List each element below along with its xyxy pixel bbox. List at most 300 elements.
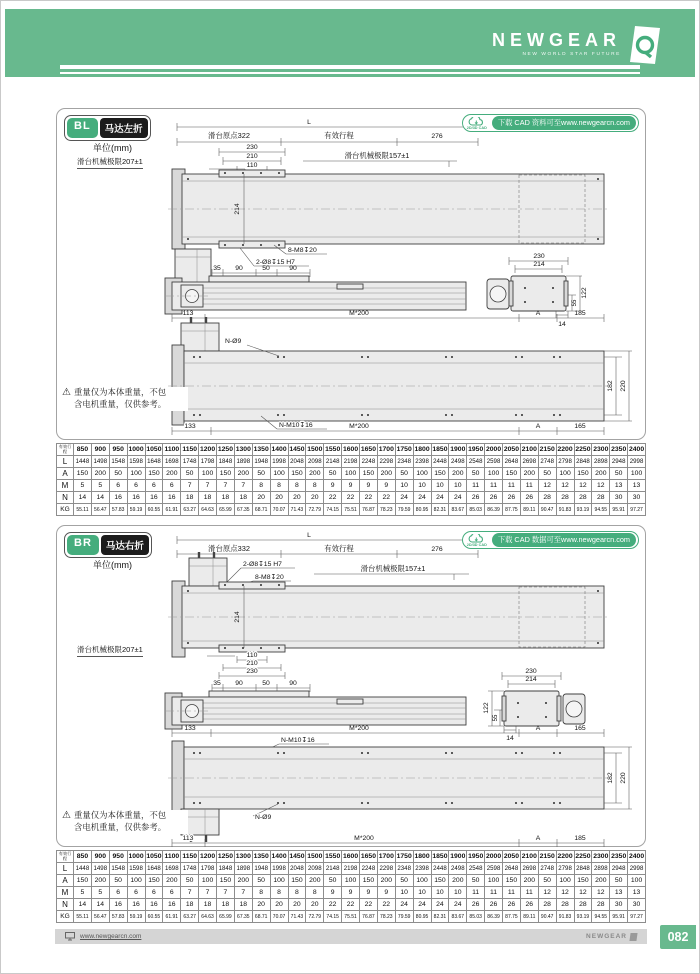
table-cell: 7 (181, 480, 199, 492)
table-cell: 12 (538, 480, 556, 492)
table-cell: 79.59 (395, 504, 413, 516)
table-cell: 2598 (485, 863, 503, 875)
table-cell: 7 (217, 480, 235, 492)
table-cell: 30 (628, 899, 646, 911)
table-cell: 6 (163, 887, 181, 899)
table-cell: 6 (163, 480, 181, 492)
table-cell: 16 (109, 899, 127, 911)
table-cell: 24 (449, 899, 467, 911)
table-cell: 56.47 (91, 911, 109, 923)
table-cell: 11 (485, 480, 503, 492)
table-cell: 86.39 (485, 911, 503, 923)
dim-50: 50 (262, 680, 270, 687)
table-row-m (57, 887, 646, 899)
table-cell: 22 (342, 492, 360, 504)
table-cell: 83.67 (449, 911, 467, 923)
warning-icon: ⚠ (62, 810, 71, 821)
section-badge-group (64, 115, 151, 141)
table-cell: 6 (145, 480, 163, 492)
table-cell: 2250 (574, 851, 592, 863)
table-cell: 100 (270, 875, 288, 887)
table-cell: 100 (342, 875, 360, 887)
table-cell: 50 (610, 875, 628, 887)
dim-55: 55 (493, 714, 499, 722)
table-cell: 74.15 (324, 504, 342, 516)
table-cell: 1648 (145, 863, 163, 875)
carriage-top (219, 170, 285, 177)
table-cell: 12 (592, 887, 610, 899)
table-cell: 24 (413, 899, 431, 911)
drawing-box-br (56, 525, 646, 847)
table-cell: 2448 (431, 456, 449, 468)
table-cell: 28 (538, 492, 556, 504)
table-cell: 1850 (431, 851, 449, 863)
dim-m200: M*200 (354, 835, 374, 842)
newgear-logo-icon (629, 25, 661, 65)
table-cell: 2648 (503, 456, 521, 468)
table-cell: 78.23 (377, 911, 395, 923)
dim-stroke: 有效行程 (324, 544, 354, 553)
table-row-n (57, 492, 646, 504)
table-cell: 2248 (360, 456, 378, 468)
table-cell: 1200 (199, 851, 217, 863)
table-cell: 2948 (610, 863, 628, 875)
table-cell: 28 (556, 899, 574, 911)
cad-download-note[interactable] (462, 531, 639, 549)
table-cell: 56.47 (91, 504, 109, 516)
table-cell: 1598 (127, 456, 145, 468)
dim-110: 110 (246, 162, 258, 169)
table-cell: 150 (74, 875, 92, 887)
dim-276: 276 (431, 133, 443, 140)
table-cell: 1698 (163, 456, 181, 468)
table-cell: 26 (467, 899, 485, 911)
table-cell: 90.47 (538, 911, 556, 923)
table-cell: 9 (324, 887, 342, 899)
table-cell: 20 (288, 899, 306, 911)
table-cell: 200 (377, 468, 395, 480)
table-cell: 2598 (485, 456, 503, 468)
warning-line: 含电机重量，仅供参考。 (73, 821, 167, 832)
dim-L: L (307, 532, 311, 539)
table-cell: 9 (342, 480, 360, 492)
table-cell: 61.91 (163, 504, 181, 516)
end-view (483, 668, 585, 742)
table-cell: 1898 (234, 863, 252, 875)
cad-note-text: 下载 CAD 数据可至www.newgearcn.com (492, 533, 636, 547)
table-cell: 100 (413, 468, 431, 480)
table-cell: 24 (395, 492, 413, 504)
table-cell: 71.43 (288, 504, 306, 516)
dim-165: 165 (574, 423, 586, 430)
table-cell: 10 (413, 887, 431, 899)
table-cell: 18 (181, 492, 199, 504)
table-cell: 900 (91, 851, 109, 863)
table-cell: 30 (610, 492, 628, 504)
table-cell: 91.83 (556, 504, 574, 516)
cad-download-note[interactable] (462, 114, 639, 132)
table-cell: 22 (360, 492, 378, 504)
table-cell: 24 (431, 492, 449, 504)
table-cell: 1850 (431, 444, 449, 456)
table-cell: 13 (610, 887, 628, 899)
table-cell: 28 (592, 492, 610, 504)
motor (189, 552, 227, 586)
table-cell: 100 (199, 875, 217, 887)
table-cell: 1750 (395, 851, 413, 863)
table-cell: 94.55 (592, 911, 610, 923)
table-row-n (57, 899, 646, 911)
table-cell: 2648 (503, 863, 521, 875)
row-header: 有效行程 (57, 851, 74, 863)
table-cell: 2300 (592, 444, 610, 456)
table-cell: 20 (252, 899, 270, 911)
dim-214: 214 (533, 261, 545, 268)
dim-m200: M*200 (349, 310, 369, 317)
dim-A: A (535, 310, 541, 317)
dim-55: 55 (572, 299, 578, 307)
table-cell: 11 (503, 887, 521, 899)
table-cell: 87.75 (503, 911, 521, 923)
dim-214: 214 (234, 611, 241, 623)
table-cell: 74.15 (324, 911, 342, 923)
table-cell: 200 (306, 468, 324, 480)
table-cell: 1848 (217, 456, 235, 468)
table-cell: 2398 (413, 456, 431, 468)
table-cell: 94.55 (592, 504, 610, 516)
dimension-table-br (56, 850, 646, 923)
table-cell: 85.03 (467, 504, 485, 516)
table-cell: 7 (181, 887, 199, 899)
table-cell: 1100 (163, 851, 181, 863)
table-cell: 8 (306, 480, 324, 492)
carriage-bottom (219, 241, 285, 248)
table-cell: 2098 (306, 456, 324, 468)
table-cell: 76.87 (360, 504, 378, 516)
table-row-a (57, 468, 646, 480)
table-cell: 200 (234, 468, 252, 480)
table-cell: 10 (413, 480, 431, 492)
table-cell: 64.63 (199, 504, 217, 516)
table-cell: 80.95 (413, 504, 431, 516)
table-cell: 150 (288, 875, 306, 887)
table-cell: 2498 (449, 863, 467, 875)
table-cell: 20 (306, 492, 324, 504)
table-cell: 100 (628, 875, 646, 887)
table-cell: 200 (449, 875, 467, 887)
table-cell: 2748 (538, 863, 556, 875)
table-cell: 26 (520, 899, 538, 911)
table-cell: 1600 (342, 851, 360, 863)
banner-stripe (60, 72, 640, 74)
bottom-view (168, 725, 632, 847)
table-cell: 8 (288, 887, 306, 899)
table-cell: 16 (127, 492, 145, 504)
table-cell: 1250 (217, 444, 235, 456)
section-title-badge: 马达右折 (101, 535, 149, 555)
warning-line: 重量仅为本体重量，不包 (73, 387, 167, 397)
bottom-view (168, 310, 632, 435)
table-cell: 50 (467, 875, 485, 887)
table-cell: 61.91 (163, 911, 181, 923)
table-cell: 5 (74, 887, 92, 899)
table-cell: 75.51 (342, 911, 360, 923)
table-cell: 5 (91, 480, 109, 492)
table-cell: 1450 (288, 444, 306, 456)
table-cell: 2498 (449, 456, 467, 468)
dim-133: 133 (184, 423, 196, 430)
cad-cloud-icon (465, 534, 489, 547)
table-cell: 1448 (74, 456, 92, 468)
table-cell: 2898 (592, 456, 610, 468)
table-cell: 7 (234, 480, 252, 492)
table-cell: 1300 (234, 444, 252, 456)
table-cell: 1898 (234, 456, 252, 468)
table-cell: 83.67 (449, 504, 467, 516)
table-cell: 28 (574, 492, 592, 504)
table-cell: 6 (127, 480, 145, 492)
table-cell: 13 (628, 480, 646, 492)
table-cell: 1748 (181, 863, 199, 875)
banner-stripe (60, 65, 640, 69)
table-cell: 2548 (467, 863, 485, 875)
table-cell: 76.87 (360, 911, 378, 923)
table-cell: 2200 (556, 444, 574, 456)
table-cell: 2698 (520, 863, 538, 875)
table-cell: 68.71 (252, 504, 270, 516)
table-cell: 13 (628, 887, 646, 899)
table-cell: 150 (145, 468, 163, 480)
table-cell: 22 (324, 899, 342, 911)
table-cell: 8 (288, 480, 306, 492)
dim-165: 165 (574, 725, 586, 732)
table-cell: 22 (377, 899, 395, 911)
row-header: 有效行程 (57, 444, 74, 456)
table-cell: 2250 (574, 444, 592, 456)
table-cell: 2400 (628, 851, 646, 863)
table-cell: 18 (181, 899, 199, 911)
table-cell: 65.99 (217, 911, 235, 923)
table-cell: 28 (538, 899, 556, 911)
table-cell: 24 (413, 492, 431, 504)
table-cell: 1998 (270, 456, 288, 468)
table-cell: 100 (556, 468, 574, 480)
dim-14: 14 (506, 735, 514, 742)
table-cell: 150 (431, 468, 449, 480)
table-cell: 1300 (234, 851, 252, 863)
table-cell: 2848 (574, 863, 592, 875)
table-row-l (57, 456, 646, 468)
table-cell: 50 (538, 468, 556, 480)
dim-14: 14 (558, 321, 566, 328)
table-cell: 30 (628, 492, 646, 504)
table-cell: 80.95 (413, 911, 431, 923)
table-cell: 2150 (538, 851, 556, 863)
table-cell: 12 (556, 887, 574, 899)
side-view (165, 680, 466, 729)
table-cell: 2150 (538, 444, 556, 456)
table-cell: 2350 (610, 444, 628, 456)
dim-L: L (307, 119, 311, 126)
brand-logo (492, 31, 621, 57)
table-cell: 50 (252, 875, 270, 887)
table-cell: 50 (324, 875, 342, 887)
row-header: M (57, 480, 74, 492)
dim-214: 214 (234, 203, 241, 215)
table-cell: 950 (109, 851, 127, 863)
table-cell: 82.31 (431, 504, 449, 516)
dim-230: 230 (533, 253, 545, 260)
dim-stroke: 有效行程 (324, 131, 354, 140)
table-cell: 1400 (270, 444, 288, 456)
table-cell: 97.27 (628, 504, 646, 516)
table-cell: 1900 (449, 444, 467, 456)
drawing-box-bl (56, 108, 646, 440)
table-cell: 1150 (181, 851, 199, 863)
table-cell: 1748 (181, 456, 199, 468)
table-cell: 50 (181, 468, 199, 480)
table-cell: 26 (503, 492, 521, 504)
table-cell: 14 (74, 899, 92, 911)
table-cell: 950 (109, 444, 127, 456)
dim-origin: 滑台原点332 (208, 544, 250, 553)
table-cell: 16 (109, 492, 127, 504)
dim-133: 133 (184, 725, 196, 732)
table-cell: 68.71 (252, 911, 270, 923)
section-br (56, 525, 646, 923)
table-cell: 18 (234, 899, 252, 911)
warning-line: 重量仅为本体重量，不包 (73, 810, 167, 820)
brand-name: NEWGEAR (492, 30, 621, 50)
table-cell: 2998 (628, 863, 646, 875)
table-cell: 100 (556, 875, 574, 887)
table-cell: 150 (360, 875, 378, 887)
header-banner (5, 9, 695, 77)
table-cell: 11 (467, 887, 485, 899)
section-title-badge: 马达左折 (100, 118, 148, 138)
weight-warning (62, 810, 188, 834)
dim-35: 35 (213, 680, 221, 687)
table-cell: 1500 (306, 851, 324, 863)
table-cell: 1000 (127, 444, 145, 456)
table-cell: 7 (199, 480, 217, 492)
table-cell: 57.83 (109, 504, 127, 516)
table-cell: 6 (109, 887, 127, 899)
table-cell: 22 (342, 899, 360, 911)
table-cell: 20 (306, 899, 324, 911)
table-cell: 1548 (109, 863, 127, 875)
table-cell: 16 (163, 492, 181, 504)
dim-210: 210 (246, 660, 258, 667)
table-cell: 70.07 (270, 911, 288, 923)
section-badge-group (64, 532, 152, 558)
table-cell: 1050 (145, 851, 163, 863)
table-cell: 18 (217, 492, 235, 504)
footer-brand: NEWGEAR (586, 933, 627, 940)
row-header: KG (57, 911, 74, 923)
table-cell: 10 (449, 887, 467, 899)
table-cell: 9 (360, 887, 378, 899)
table-cell: 2050 (503, 444, 521, 456)
table-cell: 150 (503, 875, 521, 887)
table-cell: 78.23 (377, 504, 395, 516)
table-row-m (57, 480, 646, 492)
dim-110: 110 (246, 652, 258, 659)
table-cell: 2050 (503, 851, 521, 863)
table-cell: 1600 (342, 444, 360, 456)
warning-icon: ⚠ (62, 387, 71, 398)
table-cell: 11 (503, 480, 521, 492)
table-cell: 1900 (449, 851, 467, 863)
table-cell: 63.27 (181, 911, 199, 923)
table-row-a (57, 875, 646, 887)
table-cell: 2798 (556, 863, 574, 875)
row-header: A (57, 468, 74, 480)
table-cell: 14 (74, 492, 92, 504)
footer-bar (55, 929, 647, 944)
row-header: L (57, 456, 74, 468)
table-cell: 2248 (360, 863, 378, 875)
table-cell: 9 (342, 887, 360, 899)
screw-callout: 8-M8↧20 (288, 247, 317, 254)
row-header: L (57, 863, 74, 875)
table-row-stroke (57, 444, 646, 456)
table-cell: 100 (413, 875, 431, 887)
table-cell: 13 (610, 480, 628, 492)
table-cell: 1500 (306, 444, 324, 456)
table-cell: 28 (556, 492, 574, 504)
section-code-badge: BL (67, 118, 98, 138)
table-row-kg (57, 504, 646, 516)
cad-icon-label: 2D/3D CAD (466, 125, 487, 130)
table-cell: 6 (145, 887, 163, 899)
dim-90: 90 (235, 265, 243, 272)
table-cell: 1950 (467, 851, 485, 863)
table-cell: 200 (163, 468, 181, 480)
table-cell: 24 (449, 492, 467, 504)
table-cell: 1798 (199, 456, 217, 468)
footer-url[interactable]: www.newgearcn.com (80, 933, 142, 940)
brand-tagline: NEW WORLD STAR FUTURE (522, 52, 621, 57)
table-cell: 150 (574, 875, 592, 887)
table-cell: 28 (592, 899, 610, 911)
table-cell: 2298 (377, 863, 395, 875)
table-cell: 2398 (413, 863, 431, 875)
table-cell: 11 (467, 480, 485, 492)
table-row-kg (57, 911, 646, 923)
carriage-limit-label: 滑台机械极限207±1 (77, 644, 143, 657)
table-cell: 59.19 (127, 504, 145, 516)
table-cell: 150 (288, 468, 306, 480)
table-cell: 95.91 (610, 911, 628, 923)
row-header: M (57, 887, 74, 899)
table-cell: 100 (199, 468, 217, 480)
table-cell: 10 (431, 887, 449, 899)
table-cell: 1700 (377, 444, 395, 456)
dim-220: 220 (620, 772, 627, 784)
table-cell: 22 (324, 492, 342, 504)
table-cell: 28 (574, 899, 592, 911)
table-cell: 67.35 (234, 504, 252, 516)
table-cell: 14 (91, 492, 109, 504)
table-cell: 30 (610, 899, 628, 911)
table-cell: 150 (503, 468, 521, 480)
table-cell: 72.79 (306, 504, 324, 516)
table-cell: 150 (360, 468, 378, 480)
table-cell: 100 (485, 468, 503, 480)
technical-drawing-br (59, 528, 643, 848)
table-cell: 8 (252, 480, 270, 492)
